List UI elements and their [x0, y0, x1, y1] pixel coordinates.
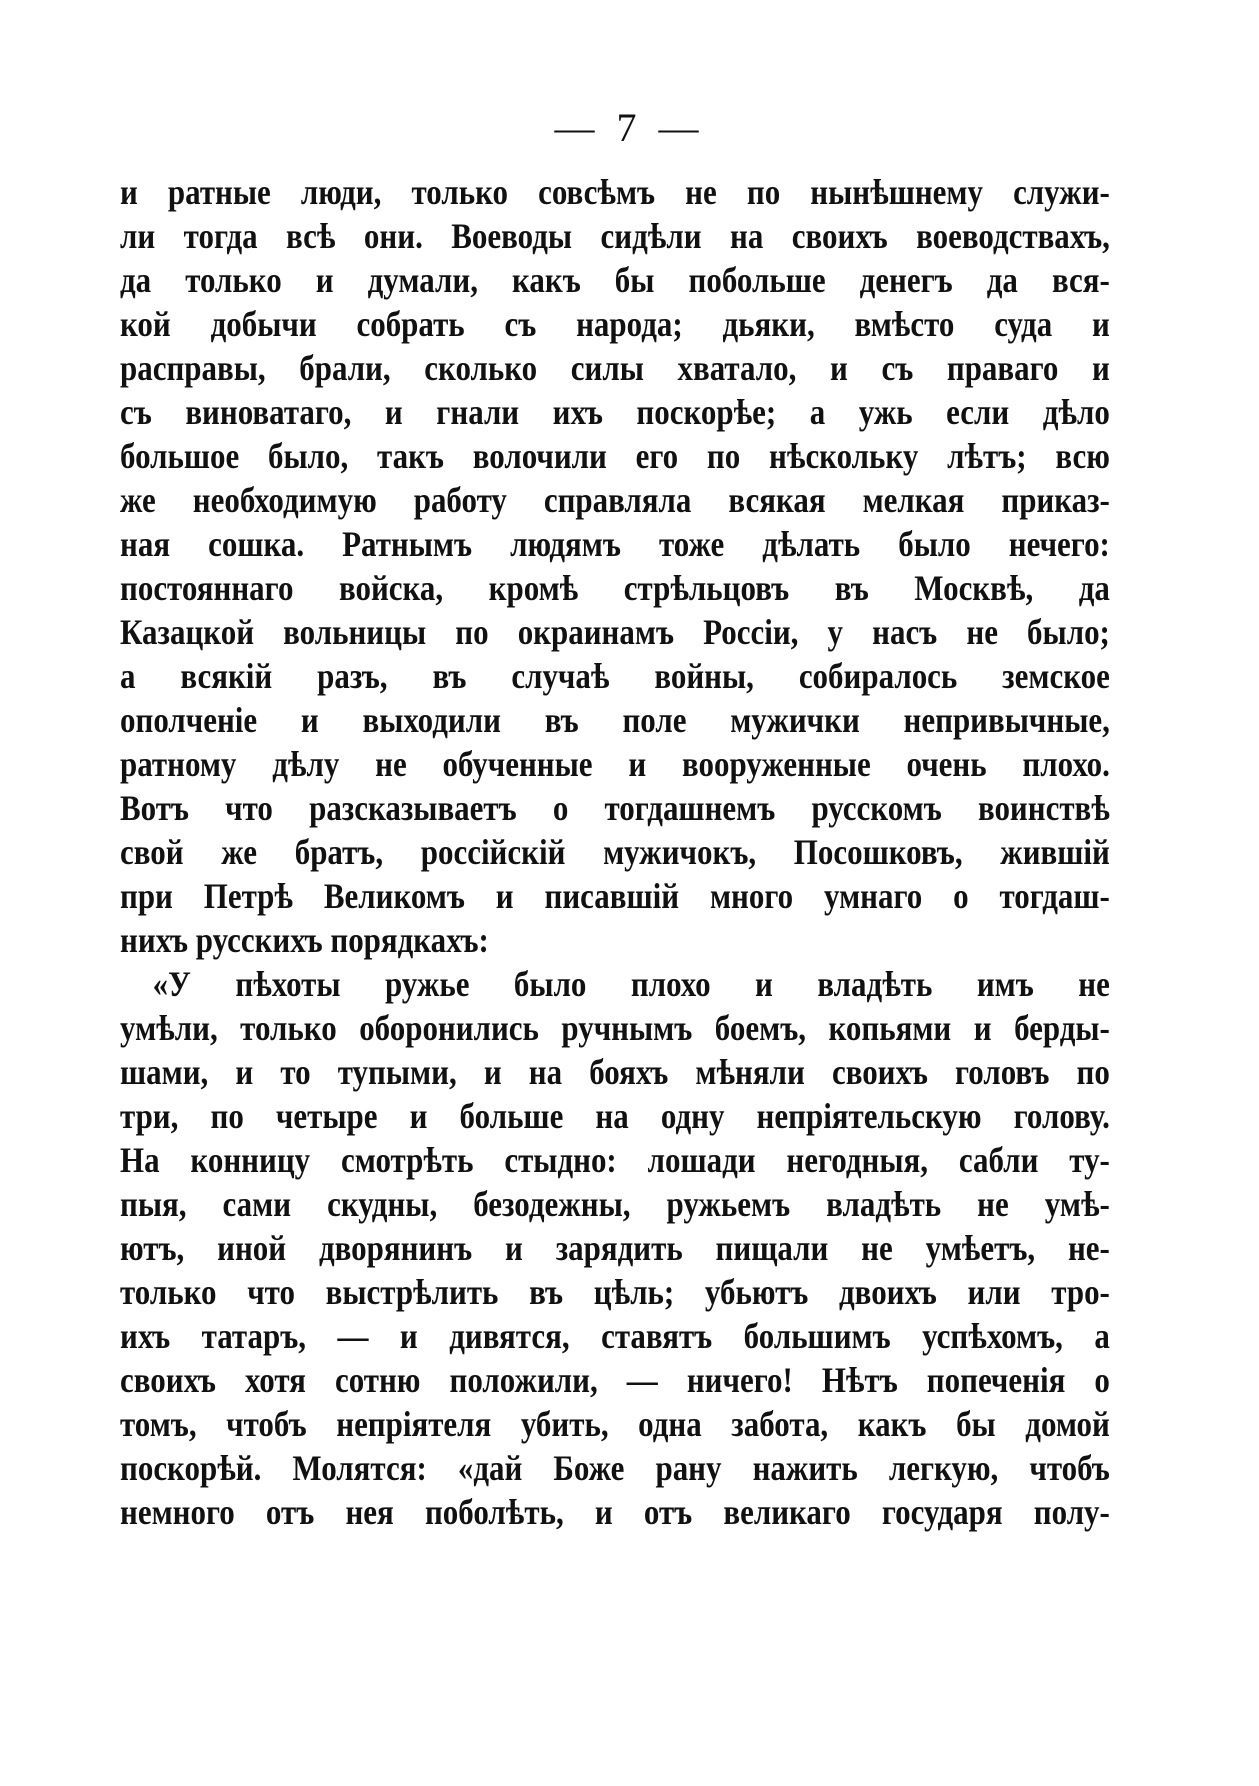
text-line: и ратные люди, только совсѣмъ не по нынѣшнему служи- [120, 172, 1110, 212]
text-line: расправы, брали, сколько силы хватало, и съ праваго и [120, 348, 1110, 388]
text-line: «У пѣхоты ружье было плохо и владѣть имъ не [152, 964, 1110, 1004]
text-line: кой добычи собрать съ народа; дьяки, вмѣсто суда и [120, 304, 1110, 344]
text-line: свой же братъ, россійскій мужичокъ, Посошковъ, жившій [120, 832, 1110, 872]
text-line: томъ, чтобъ непріятеля убить, одна забота, какъ бы домой [120, 1404, 1110, 1444]
text-line: умѣли, только оборонились ручнымъ боемъ, копьями и берды- [120, 1008, 1110, 1048]
text-line: пыя, сами скудны, безодежны, ружьемъ владѣть не умѣ- [120, 1184, 1110, 1224]
text-line: же необходимую работу справляла всякая мелкая приказ- [120, 480, 1110, 520]
text-line: ратному дѣлу не обученные и вооруженные очень плохо. [120, 744, 1110, 784]
text-line: ихъ татаръ, — и дивятся, ставятъ большимъ успѣхомъ, а [120, 1316, 1110, 1356]
text-line: съ виноватаго, и гнали ихъ поскорѣе; а ужь если дѣло [120, 392, 1110, 432]
text-line: На конницу смотрѣть стыдно: лошади негодныя, сабли ту- [120, 1140, 1110, 1180]
text-line: только что выстрѣлить въ цѣль; убьютъ двоихъ или тро- [120, 1272, 1110, 1312]
text-line: Казацкой вольницы по окраинамъ Россіи, у насъ не было; [120, 612, 1110, 652]
text-line: большое было, такъ волочили его по нѣскольку лѣтъ; всю [120, 436, 1110, 476]
text-line: немного отъ нея поболѣть, и отъ великаго государя полу- [120, 1492, 1110, 1532]
text-line: поскорѣй. Молятся: «дай Боже рану нажить легкую, чтобъ [120, 1448, 1110, 1488]
page-number-header: — 7 — [554, 105, 705, 150]
text-line: ютъ, иной дворянинъ и зарядить пищали не умѣетъ, не- [120, 1228, 1110, 1268]
text-line: постояннаго войска, кромѣ стрѣльцовъ въ Москвѣ, да [120, 568, 1110, 608]
text-line: ополченіе и выходили въ поле мужички непривычные, [120, 700, 1110, 740]
text-line: да только и думали, какъ бы побольше денегъ да вся- [120, 260, 1110, 300]
body-text [120, 170, 1110, 1534]
text-line: своихъ хотя сотню положили, — ничего! Нѣтъ попеченія о [120, 1360, 1110, 1400]
text-line: Вотъ что разсказываетъ о тогдашнемъ русскомъ воинствѣ [120, 788, 1110, 828]
text-line: при Петрѣ Великомъ и писавшій много умнаго о тогдаш- [120, 876, 1110, 916]
text-line: ная сошка. Ратнымъ людямъ тоже дѣлать было нечего: [120, 524, 1110, 564]
text-line: три, по четыре и больше на одну непріятельскую голову. [120, 1096, 1110, 1136]
text-line: ли тогда всѣ они. Воеводы сидѣли на своихъ воеводствахъ, [120, 216, 1110, 256]
text-line: шами, и то тупыми, и на бояхъ мѣняли своихъ головъ по [120, 1052, 1110, 1092]
text-line: а всякій разъ, въ случаѣ войны, собиралось земское [120, 656, 1110, 696]
text-line: нихъ русскихъ порядкахъ: [120, 920, 489, 960]
